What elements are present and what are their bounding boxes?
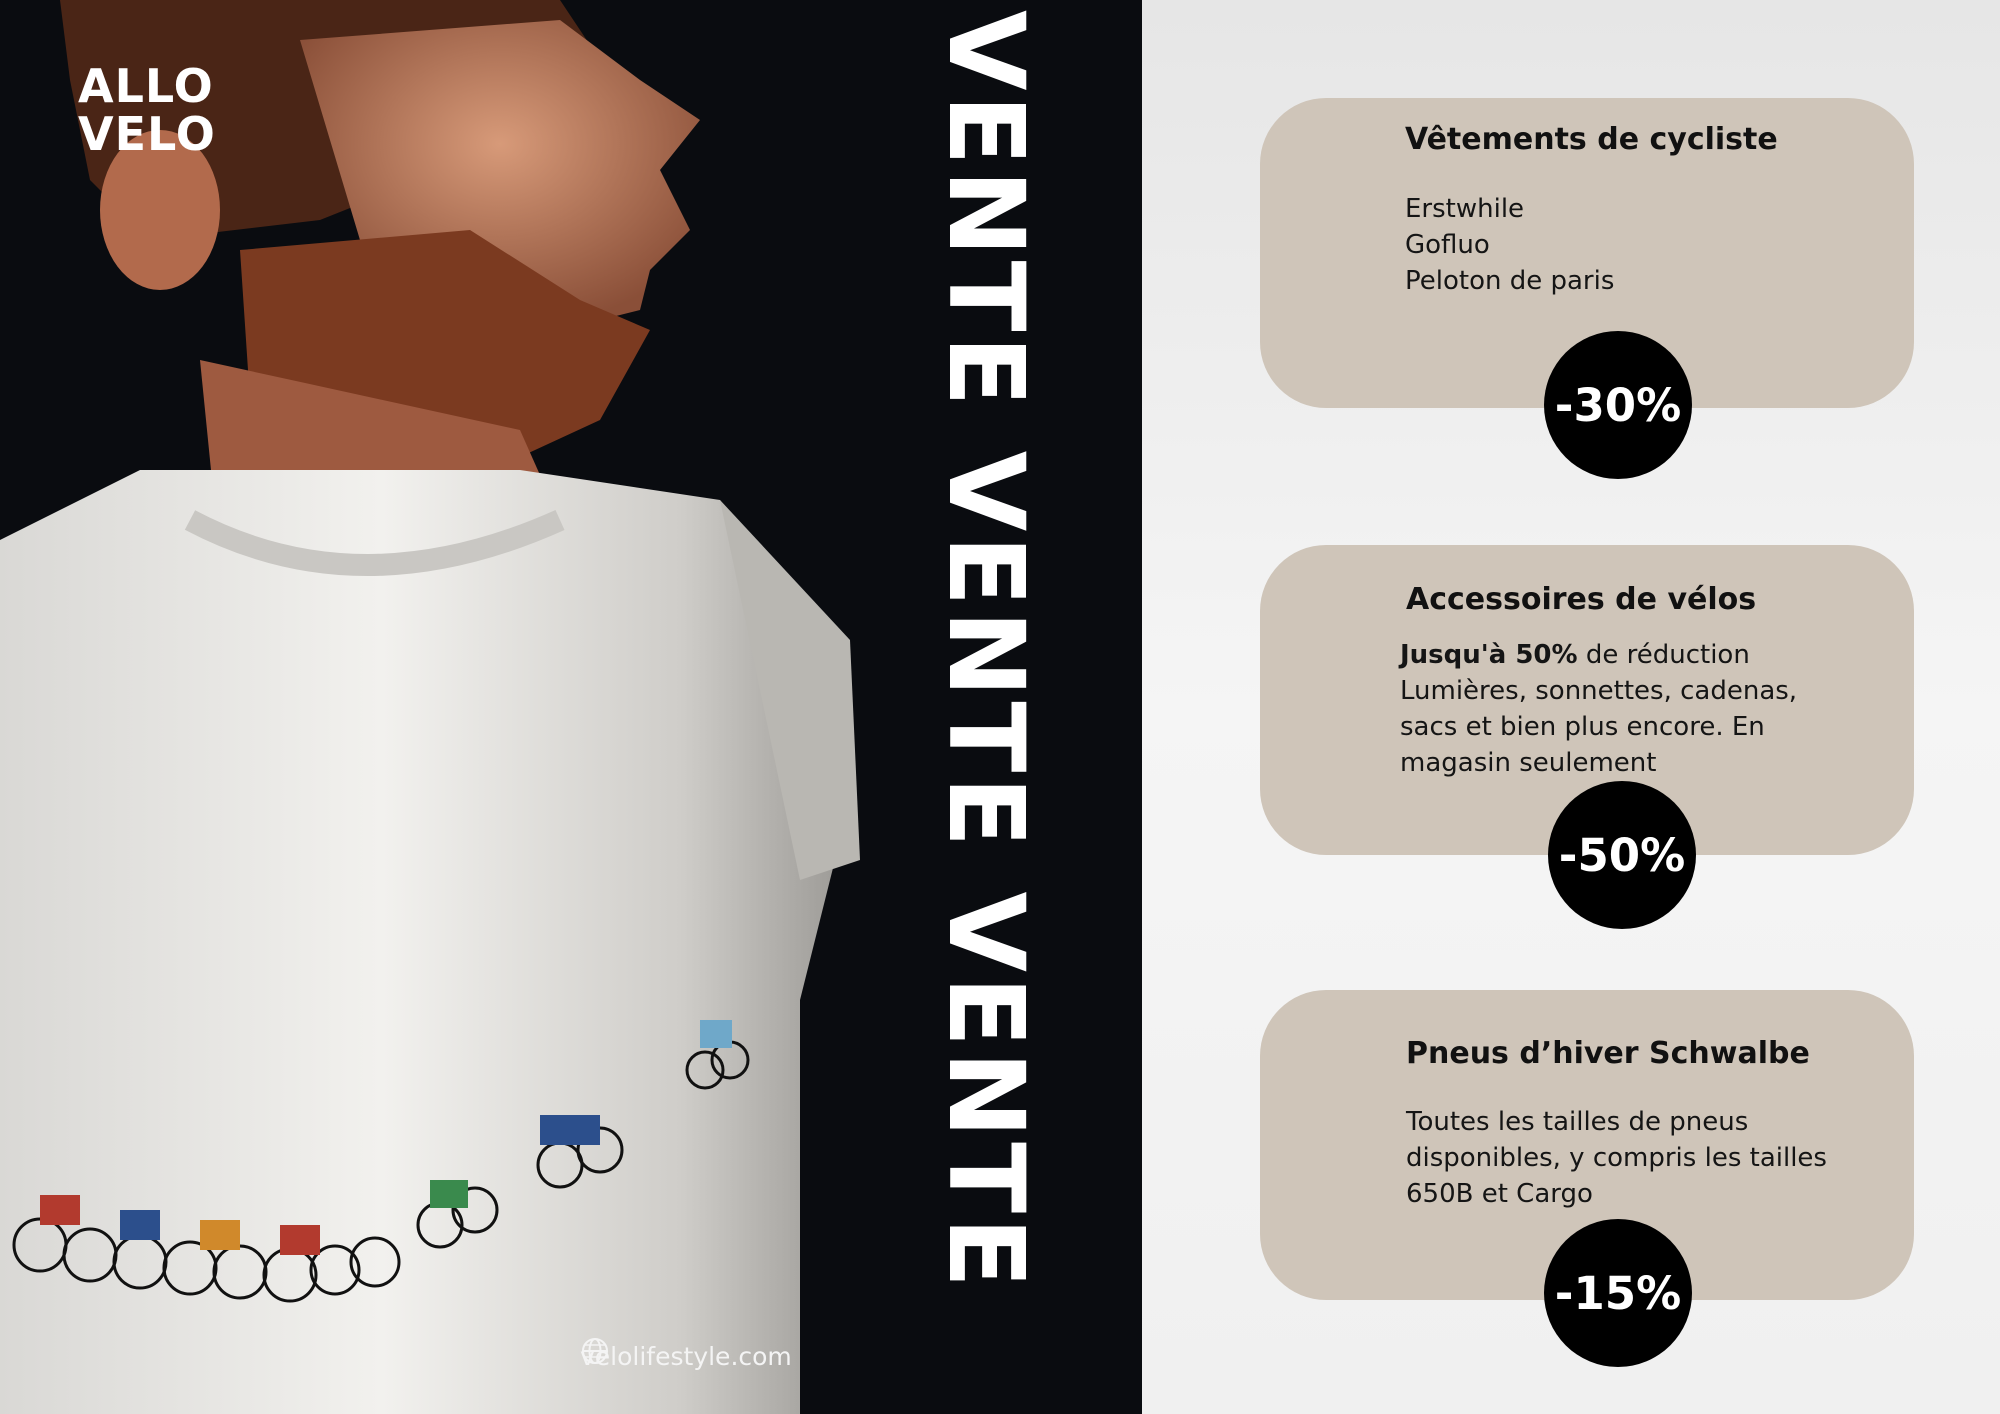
- offer-description: [1406, 1104, 1827, 1212]
- offer-description: [1400, 637, 1797, 781]
- offer-line-first: [1400, 637, 1797, 673]
- brand-line-1: ALLO: [78, 59, 214, 113]
- offer-title: Pneus d’hiver Schwalbe: [1406, 1036, 1810, 1071]
- discount-badge-50: -50%: [1548, 781, 1696, 929]
- discount-badge-30: -30%: [1544, 331, 1692, 479]
- vertical-headline-wrap: [925, 0, 1064, 1414]
- offer-title: Accessoires de vélos: [1406, 582, 1757, 617]
- globe-icon: [580, 1336, 610, 1366]
- offer-highlight: Jusqu'à 50%: [1400, 640, 1578, 670]
- offer-title: Vêtements de cycliste: [1405, 122, 1778, 157]
- offer-line: Gofluo: [1405, 230, 1490, 260]
- offer-line: de réduction: [1585, 640, 1750, 670]
- offer-line: 650B et Cargo: [1406, 1179, 1593, 1209]
- offer-brands: [1405, 191, 1614, 299]
- brand-logo: [78, 59, 216, 161]
- offer-line: sacs et bien plus encore. En: [1400, 712, 1765, 742]
- offer-line: disponibles, y compris les tailles: [1406, 1143, 1827, 1173]
- discount-badge-15: -15%: [1544, 1219, 1692, 1367]
- offer-line: Lumières, sonnettes, cadenas,: [1400, 676, 1798, 706]
- website-link[interactable]: [580, 1336, 792, 1376]
- offer-line: Erstwhile: [1405, 194, 1525, 224]
- website-url: velolifestyle.com: [580, 1341, 792, 1371]
- brand-line-2: VELO: [78, 107, 216, 161]
- offer-line: Peloton de paris: [1405, 266, 1615, 296]
- vertical-headline: VENTE VENTE VENTE: [925, 10, 1047, 1293]
- offer-line: magasin seulement: [1400, 748, 1657, 778]
- offer-line: Toutes les tailles de pneus: [1406, 1107, 1749, 1137]
